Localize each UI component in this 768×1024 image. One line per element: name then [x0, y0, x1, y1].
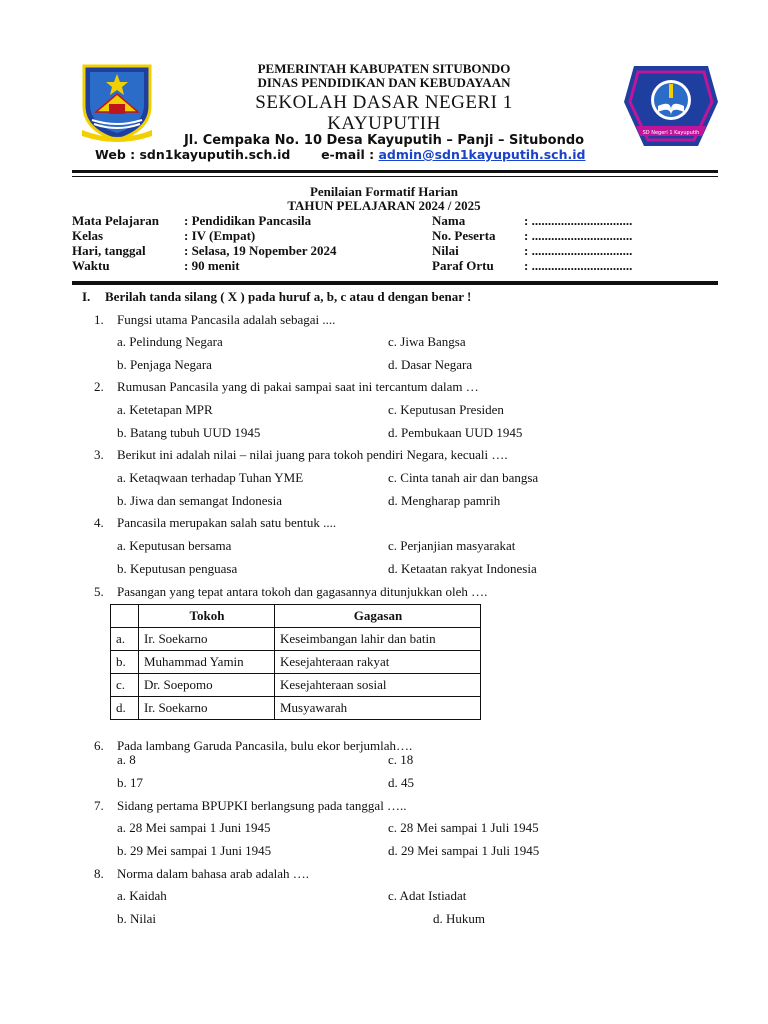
option-a[interactable]: a. Ketaqwaan terhadap Tuhan YME [117, 470, 304, 485]
parent-signature-field[interactable]: : ............................... [524, 258, 633, 273]
info-row-4 [72, 258, 718, 273]
option-d[interactable]: d. Dasar Negara [388, 357, 473, 372]
table-header-blank [111, 605, 139, 628]
question-number: 2. [94, 379, 104, 394]
question-number: 5. [94, 584, 104, 599]
option-c[interactable]: c. Keputusan Presiden [388, 402, 504, 417]
school-address: Jl. Cempaka No. 10 Desa Kayuputih – Panji – Situbondo [183, 133, 585, 148]
table-cell-idea: Kesejahteraan sosial [275, 674, 481, 697]
government-line: PEMERINTAH KABUPATEN SITUBONDO [257, 61, 511, 76]
score-field[interactable]: : ............................... [524, 243, 633, 258]
question-text: Berikut ini adalah nilai – nilai juang para tokoh pendiri Negara, kecuali …. [117, 447, 508, 462]
option-d[interactable]: d. Mengharap pamrih [388, 493, 501, 508]
table-row[interactable] [111, 674, 481, 697]
option-c[interactable]: c. Adat Istiadat [388, 888, 467, 903]
info-divider [72, 281, 718, 285]
field-value: : Pendidikan Pancasila [184, 213, 312, 228]
question-number: 8. [94, 866, 104, 881]
question-text: Pasangan yang tepat antara tokoh dan gagasannya ditunjukkan oleh …. [117, 584, 488, 599]
question-number: 4. [94, 515, 104, 530]
option-c[interactable]: c. 28 Mei sampai 1 Juli 1945 [388, 820, 539, 835]
option-c[interactable]: c. Jiwa Bangsa [388, 334, 466, 349]
option-b[interactable]: b. Keputusan penguasa [117, 561, 238, 576]
field-label: Paraf Ortu [432, 258, 494, 273]
header-divider-thin [72, 176, 718, 177]
option-d[interactable]: d. Pembukaan UUD 1945 [388, 425, 523, 440]
field-label: No. Peserta [432, 228, 496, 243]
header-divider-thick [72, 170, 718, 173]
field-label: Nama [432, 213, 466, 228]
option-c[interactable]: c. Perjanjian masyarakat [388, 538, 516, 553]
question-text: Fungsi utama Pancasila adalah sebagai .... [117, 312, 336, 327]
table-cell-option: b. [111, 651, 139, 674]
option-b[interactable]: b. Penjaga Negara [117, 357, 212, 372]
website-text: Web : sdn1kayuputih.sch.id [95, 147, 291, 162]
option-d[interactable]: d. 29 Mei sampai 1 Juli 1945 [388, 843, 540, 858]
table-cell-figure: Ir. Soekarno [139, 628, 275, 651]
option-b[interactable]: b. Jiwa dan semangat Indonesia [117, 493, 282, 508]
email-link[interactable]: admin@sdn1kayuputih.sch.id [378, 147, 586, 162]
participant-number-field[interactable]: : ............................... [524, 228, 633, 243]
field-label: Waktu [72, 258, 110, 273]
section-number: I. [82, 289, 91, 304]
name-field[interactable]: : ............................... [524, 213, 633, 228]
option-c[interactable]: c. Cinta tanah air dan bangsa [388, 470, 539, 485]
field-value: : Selasa, 19 Nopember 2024 [184, 243, 337, 258]
table-row[interactable] [111, 651, 481, 674]
table-cell-idea: Keseimbangan lahir dan batin [275, 628, 481, 651]
option-d[interactable]: d. Hukum [433, 911, 485, 926]
question-number: 3. [94, 447, 104, 462]
field-label: Mata Pelajaran [72, 213, 160, 228]
option-d[interactable]: d. 45 [388, 775, 414, 790]
table-cell-option: d. [111, 697, 139, 720]
info-row-3 [72, 243, 718, 258]
table-cell-figure: Dr. Soepomo [139, 674, 275, 697]
table-row[interactable] [111, 628, 481, 651]
option-a[interactable]: a. Pelindung Negara [117, 334, 223, 349]
question-text: Rumusan Pancasila yang di pakai sampai saat ini tercantum dalam … [117, 379, 479, 394]
option-a[interactable]: a. Ketetapan MPR [117, 402, 213, 417]
field-value: : 90 menit [184, 258, 240, 273]
info-row-2 [72, 228, 718, 243]
table-cell-idea: Kesejahteraan rakyat [275, 651, 481, 674]
field-value: : IV (Empat) [184, 228, 256, 243]
field-label: Hari, tanggal [72, 243, 146, 258]
exam-year: TAHUN PELAJARAN 2024 / 2025 [287, 198, 481, 213]
option-b[interactable]: b. Batang tubuh UUD 1945 [117, 425, 261, 440]
school-name-line1: SEKOLAH DASAR NEGERI 1 [255, 92, 513, 113]
field-label: Kelas [72, 228, 104, 243]
question-number: 6. [94, 738, 104, 753]
table-header-idea: Gagasan [275, 605, 481, 628]
table-row[interactable] [111, 697, 481, 720]
school-logo-caption: SD Negeri 1 Kayuputih [642, 130, 700, 136]
option-a[interactable]: a. 28 Mei sampai 1 Juni 1945 [117, 820, 271, 835]
option-b[interactable]: b. Nilai [117, 911, 156, 926]
option-a[interactable]: a. Keputusan bersama [117, 538, 232, 553]
table-header-figure: Tokoh [139, 605, 275, 628]
table-cell-figure: Muhammad Yamin [139, 651, 275, 674]
question-text: Pada lambang Garuda Pancasila, bulu ekor berjumlah…. [117, 738, 413, 753]
question-number: 1. [94, 312, 104, 327]
table-cell-option: a. [111, 628, 139, 651]
option-b[interactable]: b. 17 [117, 775, 143, 790]
email-label: e-mail : [321, 147, 379, 162]
table-cell-option: c. [111, 674, 139, 697]
option-c[interactable]: c. 18 [388, 752, 414, 767]
contact-line [95, 147, 585, 162]
figure-idea-table [110, 604, 481, 720]
option-a[interactable]: a. Kaidah [117, 888, 167, 903]
info-row-1 [72, 213, 718, 228]
option-d[interactable]: d. Ketaatan rakyat Indonesia [388, 561, 537, 576]
exam-title: Penilaian Formatif Harian [309, 184, 459, 199]
table-header-row [111, 605, 481, 628]
option-a[interactable]: a. 8 [117, 752, 136, 767]
school-name-line2: KAYUPUTIH [327, 113, 441, 134]
department-line: DINAS PENDIDIKAN DAN KEBUDAYAAN [257, 75, 511, 90]
question-text: Pancasila merupakan salah satu bentuk .... [117, 515, 337, 530]
question-text: Sidang pertama BPUPKI berlangsung pada tanggal ….. [117, 798, 407, 813]
option-b[interactable]: b. 29 Mei sampai 1 Juni 1945 [117, 843, 272, 858]
table-cell-idea: Musyawarah [275, 697, 481, 720]
field-label: Nilai [432, 243, 459, 258]
section-instruction: Berilah tanda silang ( X ) pada huruf a, b, c atau d dengan benar ! [105, 289, 472, 304]
table-cell-figure: Ir. Soekarno [139, 697, 275, 720]
question-text: Norma dalam bahasa arab adalah …. [117, 866, 310, 881]
question-number: 7. [94, 798, 104, 813]
